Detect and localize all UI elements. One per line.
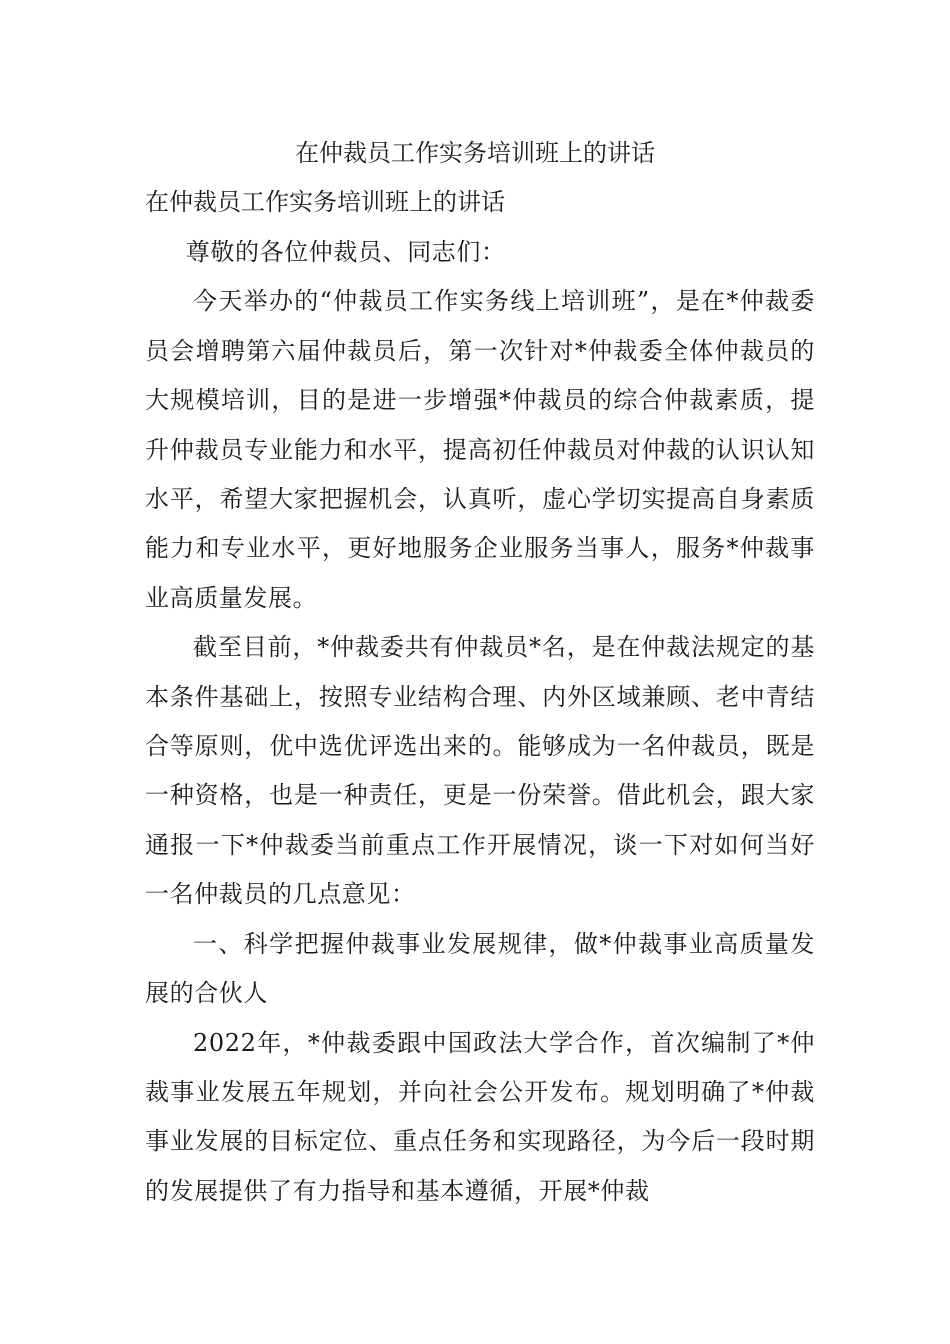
section-heading-1: 一、科学把握仲裁事业发展规律，做*仲裁事业高质量发展的合伙人: [145, 929, 815, 1008]
document-body: [145, 228, 815, 1216]
paragraph-intro: 今天举办的“仲裁员工作实务线上培训班”，是在*仲裁委员会增聘第六届仲裁员后，第一次针对*仲裁委全体仲裁员的大规模培训，目的是进一步增强*仲裁员的综合仲裁素质，提升仲裁员专业能力和水平，提高初任仲裁员对仲裁的认识认知水平，希望大家把握机会，认真听，虚心学切实提高自身素质能力和专业水平，更好地服务企业服务当事人，服务*仲裁事业高质量发展。: [145, 287, 815, 612]
document-subtitle: 在仲裁员工作实务培训班上的讲话: [145, 188, 505, 216]
document-title: 在仲裁员工作实务培训班上的讲话: [295, 139, 655, 167]
paragraph-status: 截至目前，*仲裁委共有仲裁员*名，是在仲裁法规定的基本条件基础上，按照专业结构合理、内外区域兼顾、老中青结合等原则，优中选优评选出来的。能够成为一名仲裁员，既是一种资格，也是一种责任，更是一份荣誉。借此机会，跟大家通报一下*仲裁委当前重点工作开展情况，谈一下对如何当好一名仲裁员的几点意见：: [145, 633, 815, 909]
paragraph-plan: 2022年，*仲裁委跟中国政法大学合作，首次编制了*仲裁事业发展五年规划，并向社会公开发布。规划明确了*仲裁事业发展的目标定位、重点任务和实现路径，为今后一段时期的发展提供了有力指导和基本遵循，开展*仲裁: [145, 1028, 815, 1205]
paragraph-greeting: 尊敬的各位仲裁员、同志们：: [185, 238, 506, 266]
